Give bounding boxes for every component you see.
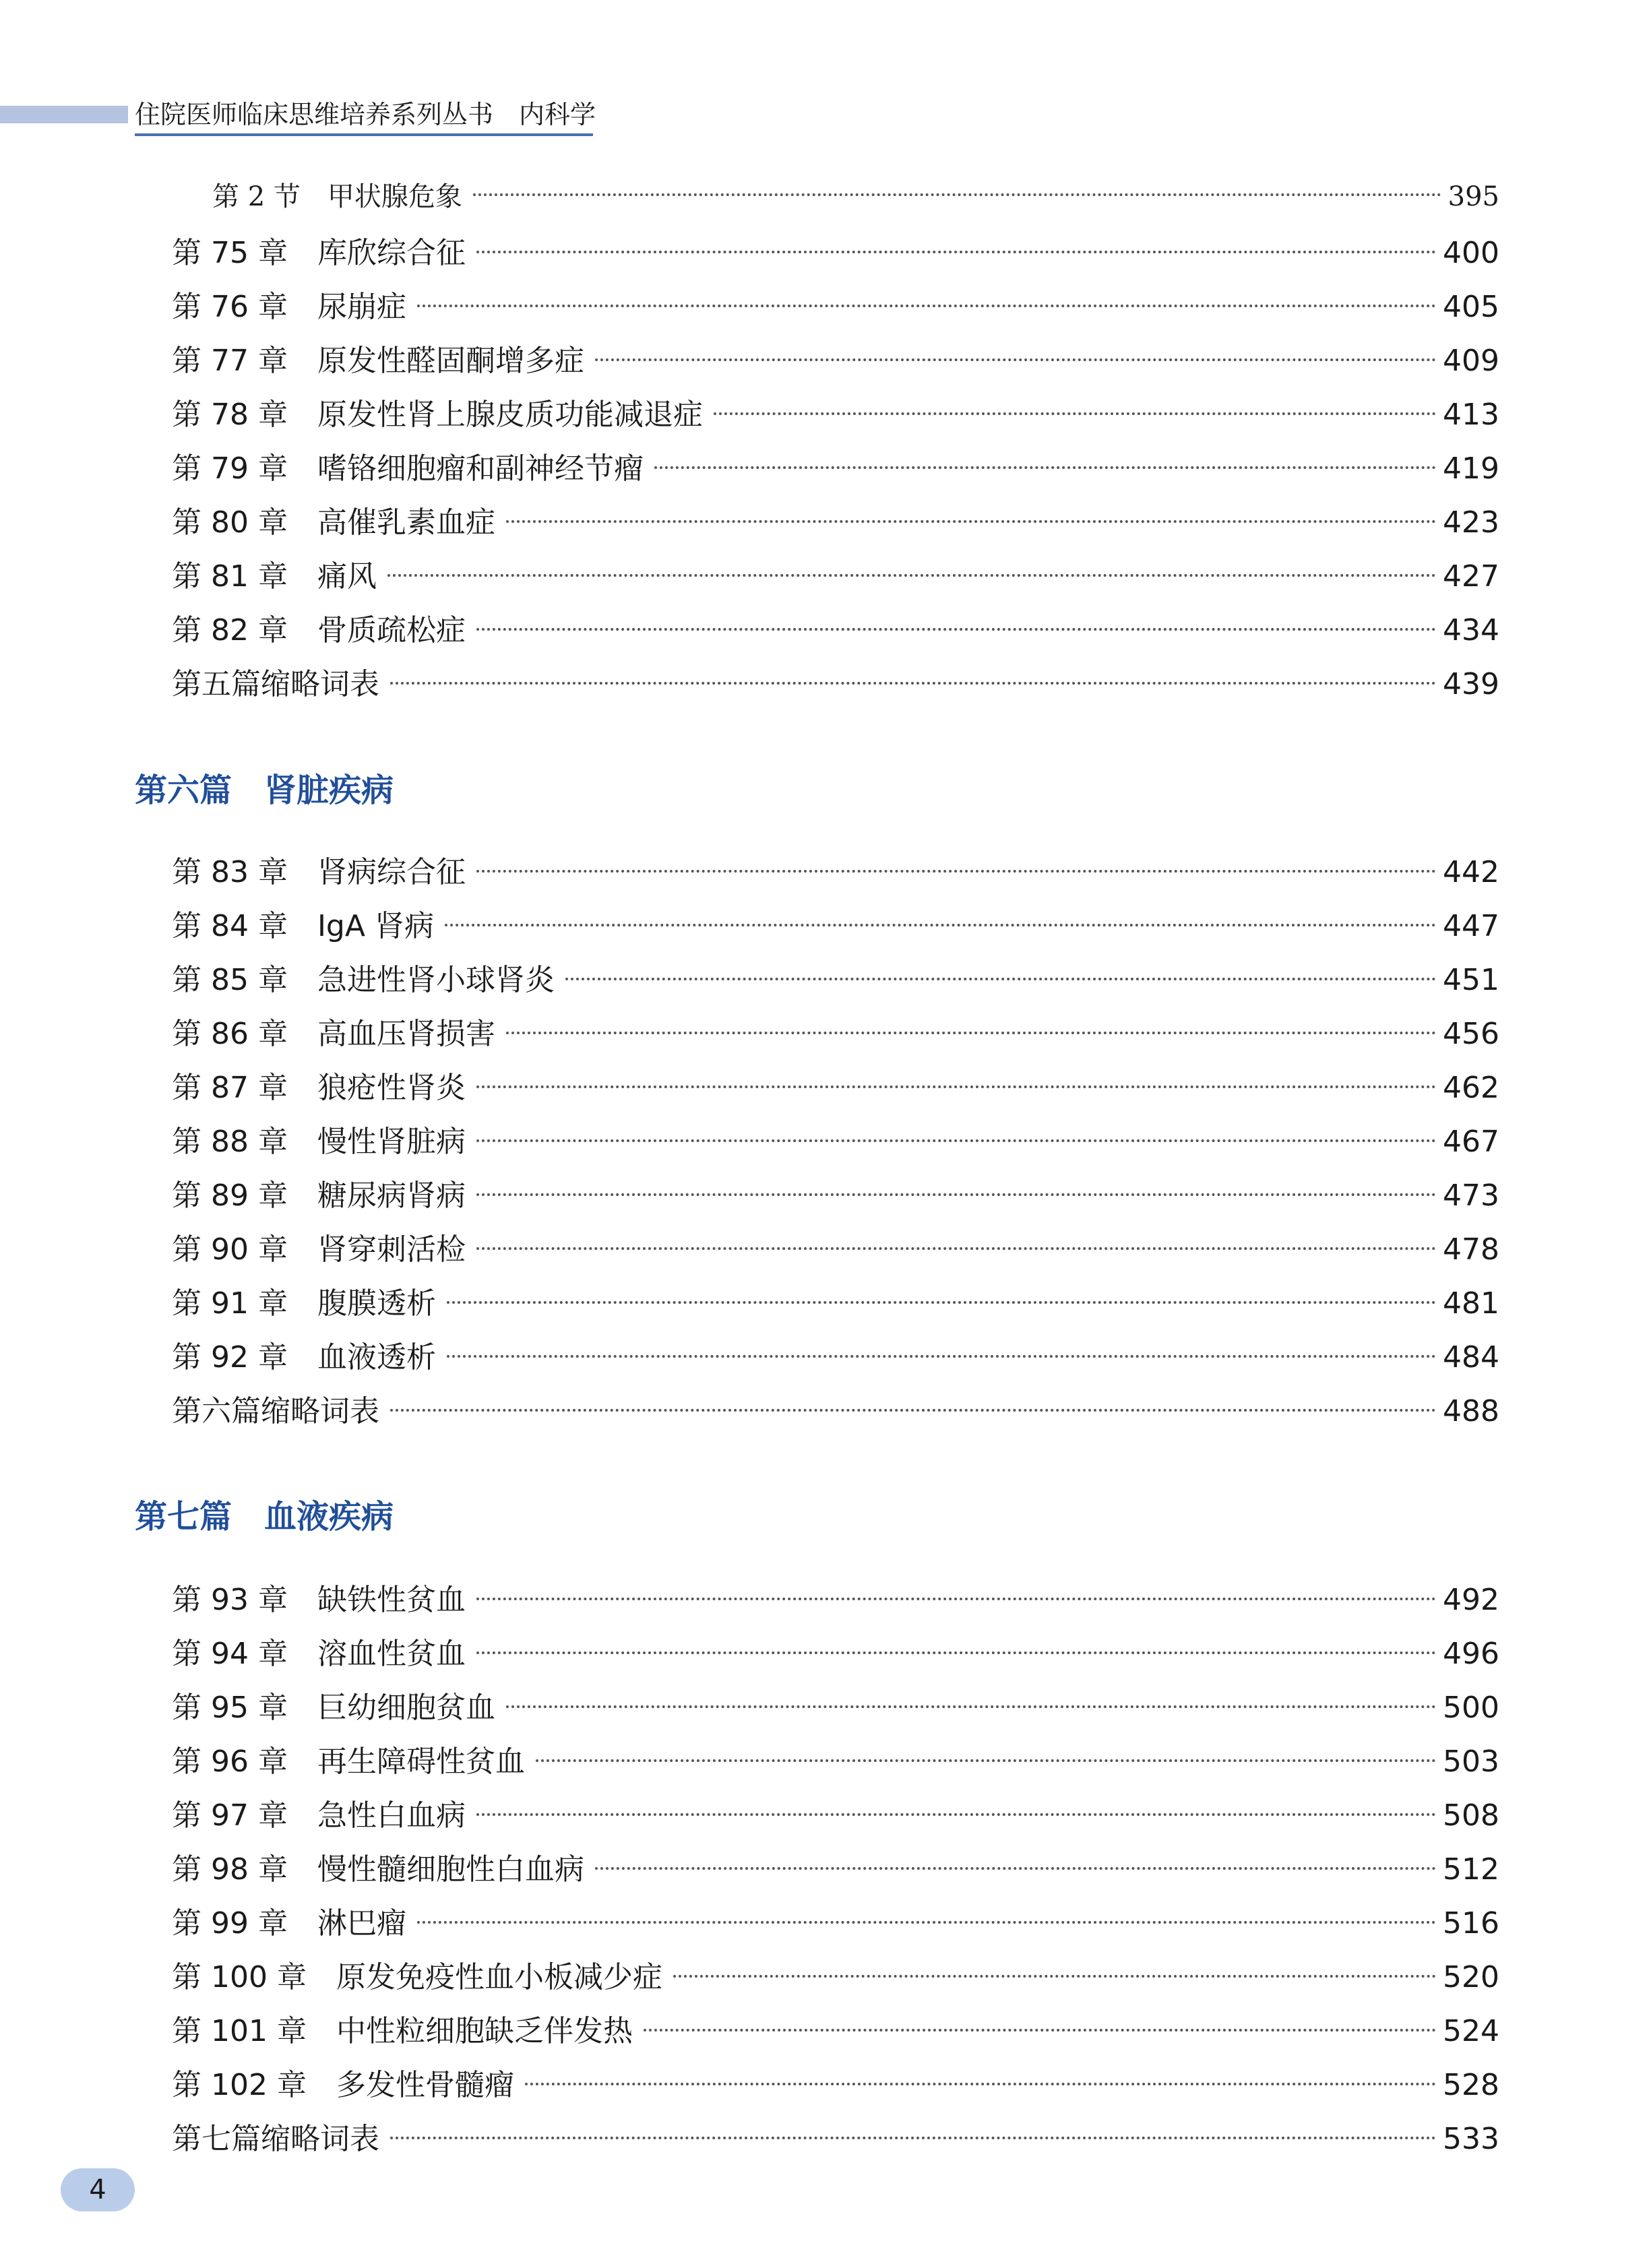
dot-leader (473, 193, 1441, 196)
toc-entry-page: 524 (1443, 2014, 1499, 2048)
toc-entry[interactable] (172, 900, 1499, 953)
dot-leader (390, 1409, 1436, 1412)
toc-entry-page: 512 (1443, 1852, 1499, 1887)
toc-entry-label: 第 88 章 慢性肾脏病 (172, 1125, 466, 1159)
dot-leader (417, 305, 1436, 307)
toc-entry-label: 第 93 章 缺铁性贫血 (172, 1583, 466, 1617)
toc-entry-page: 434 (1443, 613, 1499, 648)
dot-leader (476, 251, 1436, 253)
toc-entry[interactable] (172, 604, 1499, 658)
toc-entry-page: 419 (1443, 451, 1499, 486)
toc-entry[interactable] (172, 2005, 1499, 2058)
toc-entry-page: 492 (1443, 1583, 1499, 1617)
dot-leader (536, 1759, 1436, 1762)
toc-entry-label: 第 94 章 溶血性贫血 (172, 1637, 466, 1671)
toc-entry[interactable] (172, 334, 1499, 388)
toc-entry-page: 442 (1443, 855, 1499, 889)
toc-entry[interactable] (172, 846, 1499, 900)
dot-leader (595, 358, 1436, 361)
toc-entry-label: 第 78 章 原发性肾上腺皮质功能减退症 (172, 398, 703, 432)
toc-entry-label: 第 75 章 库欣综合征 (172, 236, 466, 270)
toc-entry-label: 第 100 章 原发免疫性血小板减少症 (172, 1960, 662, 1994)
toc-entry-page: 427 (1443, 559, 1499, 594)
part-heading: 第六篇 肾脏疾病 (135, 771, 394, 809)
dot-leader (506, 1705, 1436, 1708)
toc-entry[interactable] (172, 226, 1499, 280)
dot-leader (644, 2029, 1436, 2031)
toc-entry-page: 533 (1443, 2122, 1499, 2156)
toc-entry-label: 第 85 章 急进性肾小球肾炎 (172, 963, 555, 997)
toc-entry[interactable] (172, 658, 1499, 712)
toc-entry-page: 451 (1443, 963, 1499, 997)
toc-entry-page: 439 (1443, 667, 1499, 701)
toc-entry-label: 第六篇缩略词表 (172, 1394, 379, 1428)
dot-leader (714, 412, 1436, 415)
dot-leader (525, 2083, 1436, 2085)
toc-entry[interactable] (172, 1681, 1499, 1735)
toc-entry-label: 第 80 章 高催乳素血症 (172, 505, 495, 540)
toc-entry-label: 第七篇缩略词表 (172, 2122, 379, 2156)
toc-entry-label: 第 90 章 肾穿刺活检 (172, 1232, 466, 1267)
dot-leader (447, 1355, 1436, 1358)
toc-entry-page: 400 (1443, 236, 1499, 270)
dot-leader (476, 1598, 1436, 1600)
dot-leader (417, 1921, 1436, 1924)
toc-entry-page: 484 (1443, 1340, 1499, 1375)
toc-entry[interactable] (172, 1897, 1499, 1951)
dot-leader (476, 1247, 1436, 1250)
toc-entry-label: 第 79 章 嗜铬细胞瘤和副神经节瘤 (172, 451, 644, 486)
toc-entry-label: 第 101 章 中性粒细胞缺乏伴发热 (172, 2014, 633, 2048)
toc-entry-page: 423 (1443, 505, 1499, 540)
toc-entry[interactable] (172, 1843, 1499, 1897)
dot-leader (476, 1651, 1436, 1654)
toc-entry[interactable] (172, 1223, 1499, 1277)
toc-entry-page: 520 (1443, 1960, 1499, 1994)
toc-entry[interactable] (172, 442, 1499, 496)
toc-entry-label: 第 81 章 痛风 (172, 559, 377, 594)
toc-entry[interactable] (172, 953, 1499, 1007)
toc-entry-page: 500 (1443, 1691, 1499, 1725)
dot-leader (390, 2137, 1436, 2139)
toc-entry-page: 456 (1443, 1017, 1499, 1051)
toc-entry[interactable] (172, 1573, 1499, 1627)
toc-entry-label: 第 95 章 巨幼细胞贫血 (172, 1691, 495, 1725)
toc-entry-label: 第 87 章 狼疮性肾炎 (172, 1071, 466, 1105)
toc-entry-page: 447 (1443, 909, 1499, 943)
toc-entry[interactable] (172, 1951, 1499, 2005)
dot-leader (673, 1975, 1436, 1978)
toc-entry[interactable] (172, 1007, 1499, 1061)
toc-entry-label: 第 98 章 慢性髓细胞性白血病 (172, 1852, 584, 1887)
toc-entry[interactable] (172, 2058, 1499, 2112)
toc-entry-page: 481 (1443, 1286, 1499, 1321)
toc-entry[interactable] (172, 1169, 1499, 1223)
dot-leader (565, 978, 1436, 980)
toc-entry-page: 508 (1443, 1798, 1499, 1833)
toc-entry-page: 503 (1443, 1744, 1499, 1779)
toc-entry[interactable] (172, 2112, 1499, 2166)
toc-entry[interactable] (172, 1789, 1499, 1843)
toc-entry-page: 413 (1443, 398, 1499, 432)
toc-entry-label: 第 2 节 甲状腺危象 (212, 181, 462, 212)
toc-entry[interactable] (172, 388, 1499, 442)
toc-entry[interactable] (172, 1331, 1499, 1385)
dot-leader (506, 1032, 1436, 1034)
header-accent-bar (0, 106, 128, 123)
toc-entry-label: 第 97 章 急性白血病 (172, 1798, 466, 1833)
dot-leader (476, 1085, 1436, 1088)
toc-entry-label: 第 86 章 高血压肾损害 (172, 1017, 495, 1051)
dot-leader (476, 1813, 1436, 1816)
toc-entry-label: 第 76 章 尿崩症 (172, 290, 406, 324)
dot-leader (387, 574, 1436, 577)
toc-entry-label: 第五篇缩略词表 (172, 667, 379, 701)
toc-entry-page: 462 (1443, 1071, 1499, 1105)
toc-entry-label: 第 96 章 再生障碍性贫血 (172, 1744, 525, 1779)
toc-entry-label: 第 83 章 肾病综合征 (172, 855, 466, 889)
toc-entry[interactable] (172, 496, 1499, 550)
dot-leader (445, 924, 1436, 926)
page-number-badge: 4 (61, 2168, 135, 2211)
toc-entry-page: 496 (1443, 1637, 1499, 1671)
running-header-title: 住院医师临床思维培养系列丛书 内科学 (135, 94, 593, 136)
toc-entry-page: 528 (1443, 2068, 1499, 2102)
toc-entry-page: 478 (1443, 1232, 1499, 1267)
toc-entry-label: 第 77 章 原发性醛固酮增多症 (172, 344, 584, 378)
dot-leader (390, 682, 1436, 685)
toc-entry[interactable] (172, 550, 1499, 604)
toc-entry[interactable] (212, 170, 1499, 224)
toc-entry-label: 第 91 章 腹膜透析 (172, 1286, 436, 1321)
dot-leader (447, 1301, 1436, 1304)
toc-entry-label: 第 102 章 多发性骨髓瘤 (172, 2068, 514, 2102)
toc-entry-page: 488 (1443, 1394, 1499, 1428)
toc-entry[interactable] (172, 1115, 1499, 1169)
toc-entry[interactable] (172, 1735, 1499, 1789)
toc-entry-page: 395 (1447, 181, 1499, 212)
dot-leader (476, 1139, 1436, 1142)
part-heading: 第七篇 血液疾病 (135, 1498, 394, 1536)
toc-entry-label: 第 89 章 糖尿病肾病 (172, 1178, 466, 1213)
toc-entry-label: 第 84 章 IgA 肾病 (172, 909, 434, 943)
toc-entry[interactable] (172, 1061, 1499, 1115)
toc-entry-label: 第 99 章 淋巴瘤 (172, 1906, 406, 1941)
dot-leader (476, 870, 1436, 873)
toc-entry-page: 405 (1443, 290, 1499, 324)
toc-entry[interactable] (172, 1385, 1499, 1439)
dot-leader (654, 466, 1436, 469)
toc-entry-page: 473 (1443, 1178, 1499, 1213)
toc-entry-page: 467 (1443, 1125, 1499, 1159)
toc-entry-page: 409 (1443, 344, 1499, 378)
dot-leader (476, 628, 1436, 631)
toc-entry-label: 第 82 章 骨质疏松症 (172, 613, 466, 648)
toc-entry[interactable] (172, 1277, 1499, 1331)
toc-entry-page: 516 (1443, 1906, 1499, 1941)
dot-leader (595, 1867, 1436, 1870)
toc-entry[interactable] (172, 1627, 1499, 1681)
toc-entry[interactable] (172, 280, 1499, 334)
toc-entry-label: 第 92 章 血液透析 (172, 1340, 436, 1375)
dot-leader (506, 520, 1436, 523)
dot-leader (476, 1193, 1436, 1196)
